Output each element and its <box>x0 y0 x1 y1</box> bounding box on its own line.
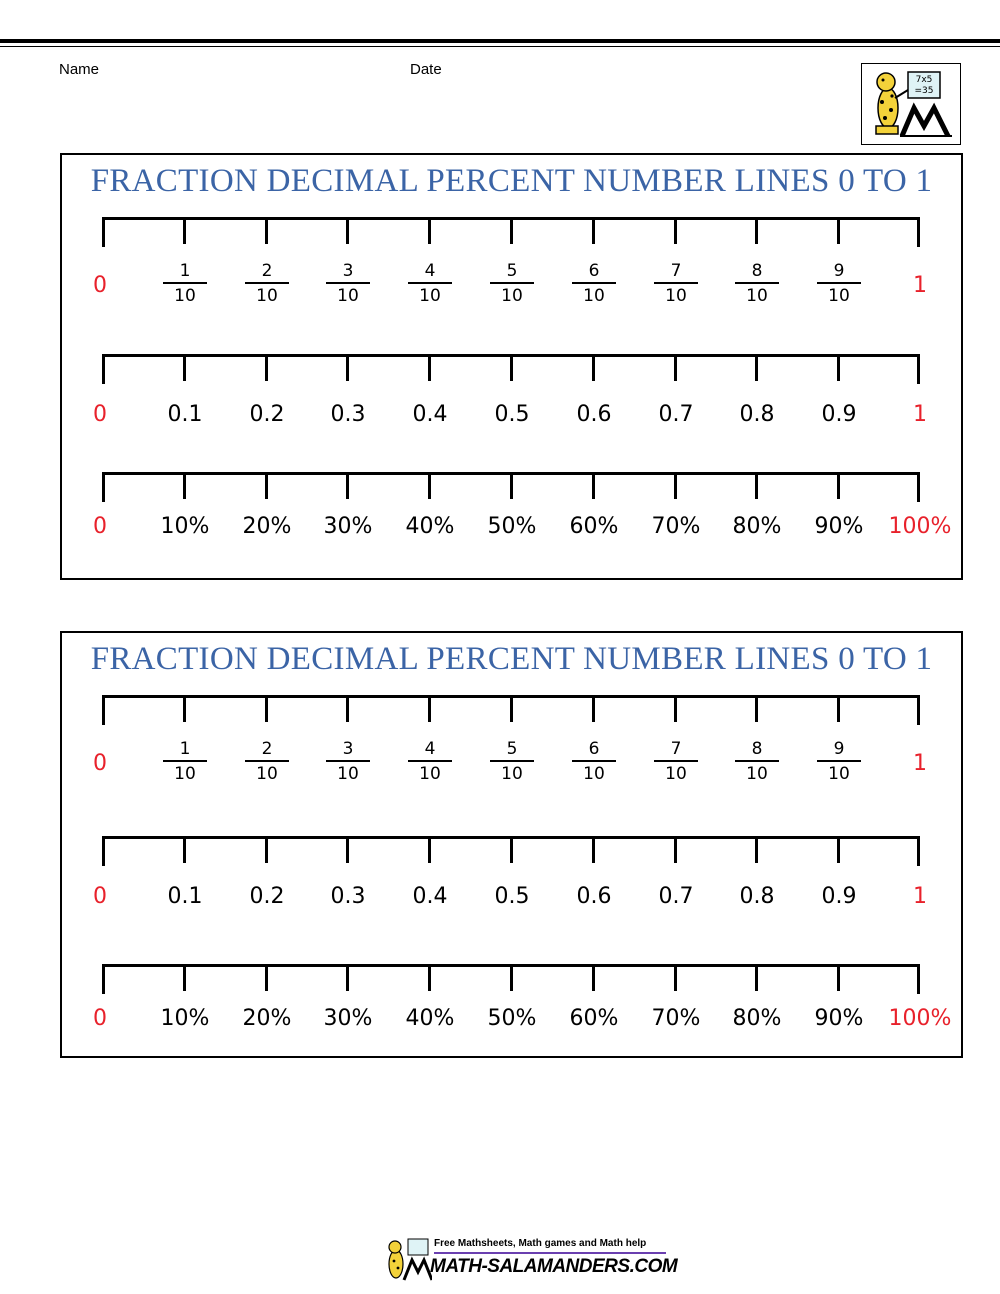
tick-mark <box>346 964 349 991</box>
tick-mark <box>917 472 920 502</box>
fraction-bar <box>572 282 616 284</box>
tick-mark <box>837 964 840 991</box>
fraction-numerator: 9 <box>833 261 845 281</box>
fraction-label <box>654 261 698 306</box>
tick-mark <box>346 217 349 244</box>
tick-mark <box>428 964 431 991</box>
fraction-denominator: 10 <box>337 764 359 784</box>
percent-label: 40% <box>405 1006 455 1031</box>
tick-mark <box>102 836 105 866</box>
footer-tagline: Free Mathsheets, Math games and Math help <box>434 1238 647 1249</box>
fraction-bar <box>163 282 207 284</box>
line-end-label: 100% <box>888 514 952 539</box>
tick-mark <box>917 964 920 994</box>
tick-mark <box>346 695 349 722</box>
fraction-bar <box>326 282 370 284</box>
tick-mark <box>592 217 595 244</box>
fraction-bar <box>654 282 698 284</box>
tick-mark <box>346 354 349 381</box>
decimal-label: 0.2 <box>249 884 285 909</box>
line-end-label: 1 <box>913 273 927 298</box>
tick-mark <box>592 472 595 499</box>
fraction-numerator: 8 <box>751 739 763 759</box>
percent-label: 80% <box>732 514 782 539</box>
fraction-bar <box>490 760 534 762</box>
fraction-denominator: 10 <box>828 764 850 784</box>
line-start-label: 0 <box>93 402 107 427</box>
fraction-bar <box>654 760 698 762</box>
tick-mark <box>510 217 513 244</box>
fraction-denominator: 10 <box>746 764 768 784</box>
fraction-number-line <box>62 217 961 327</box>
percent-label: 60% <box>569 1006 619 1031</box>
fraction-denominator: 10 <box>419 286 441 306</box>
tick-mark <box>837 695 840 722</box>
line-end-label: 100% <box>888 1006 952 1031</box>
decimal-label: 0.6 <box>576 884 612 909</box>
tick-mark <box>837 836 840 863</box>
fraction-bar <box>163 760 207 762</box>
tick-mark <box>592 695 595 722</box>
tick-mark <box>674 695 677 722</box>
fraction-denominator: 10 <box>174 764 196 784</box>
fraction-numerator: 6 <box>588 261 600 281</box>
percent-label: 90% <box>814 514 864 539</box>
fraction-label <box>654 739 698 784</box>
logo <box>861 63 961 145</box>
tick-mark <box>428 217 431 244</box>
percent-label: 30% <box>323 514 373 539</box>
tick-mark <box>755 964 758 991</box>
tick-mark <box>102 354 105 384</box>
fraction-numerator: 3 <box>342 739 354 759</box>
fraction-numerator: 1 <box>179 739 191 759</box>
tick-mark <box>674 354 677 381</box>
line-end-label: 1 <box>913 751 927 776</box>
percent-label: 60% <box>569 514 619 539</box>
fraction-denominator: 10 <box>746 286 768 306</box>
top-rule-thick <box>0 39 1000 43</box>
tick-mark <box>265 964 268 991</box>
tick-mark <box>102 695 105 725</box>
percent-number-line <box>62 964 961 1074</box>
tick-mark <box>102 964 105 994</box>
percent-label: 80% <box>732 1006 782 1031</box>
number-line-panel-1 <box>60 153 963 580</box>
fraction-label <box>572 261 616 306</box>
panel-title: FRACTION DECIMAL PERCENT NUMBER LINES 0 TO 1 <box>90 641 933 677</box>
fraction-numerator: 2 <box>261 739 273 759</box>
percent-label: 70% <box>651 514 701 539</box>
tick-mark <box>837 354 840 381</box>
tick-mark <box>183 695 186 722</box>
fraction-denominator: 10 <box>174 286 196 306</box>
fraction-label <box>245 261 289 306</box>
fraction-label <box>572 739 616 784</box>
decimal-number-line <box>62 354 961 464</box>
tick-mark <box>102 472 105 502</box>
fraction-denominator: 10 <box>583 764 605 784</box>
tick-mark <box>917 695 920 725</box>
fraction-numerator: 4 <box>424 261 436 281</box>
percent-label: 70% <box>651 1006 701 1031</box>
line-end-label: 1 <box>913 402 927 427</box>
number-line-panel-2 <box>60 631 963 1058</box>
fraction-label <box>163 739 207 784</box>
tick-mark <box>917 217 920 247</box>
name-label: Name <box>59 61 100 78</box>
footer-underline <box>434 1252 666 1254</box>
tick-mark <box>265 472 268 499</box>
fraction-label <box>245 739 289 784</box>
top-rule-thin <box>0 46 1000 47</box>
fraction-bar <box>408 760 452 762</box>
decimal-label: 0.2 <box>249 402 285 427</box>
decimal-label: 0.1 <box>167 402 203 427</box>
fraction-numerator: 5 <box>506 261 518 281</box>
line-start-label: 0 <box>93 884 107 909</box>
tick-mark <box>755 472 758 499</box>
line-start-label: 0 <box>93 514 107 539</box>
fraction-denominator: 10 <box>501 764 523 784</box>
tick-mark <box>917 836 920 866</box>
fraction-denominator: 10 <box>828 286 850 306</box>
fraction-bar <box>735 760 779 762</box>
fraction-bar <box>572 760 616 762</box>
tick-mark <box>510 472 513 499</box>
fraction-numerator: 9 <box>833 739 845 759</box>
tick-mark <box>265 695 268 722</box>
fraction-denominator: 10 <box>256 764 278 784</box>
fraction-label <box>408 739 452 784</box>
tick-mark <box>265 836 268 863</box>
fraction-bar <box>735 282 779 284</box>
tick-mark <box>428 472 431 499</box>
fraction-numerator: 3 <box>342 261 354 281</box>
tick-mark <box>510 964 513 991</box>
fraction-numerator: 7 <box>670 739 682 759</box>
footer-salamander-icon <box>382 1236 432 1282</box>
percent-label: 90% <box>814 1006 864 1031</box>
date-label: Date <box>410 61 442 78</box>
decimal-label: 0.4 <box>412 402 448 427</box>
fraction-bar <box>245 282 289 284</box>
tick-mark <box>183 217 186 244</box>
tick-mark <box>102 217 105 247</box>
fraction-denominator: 10 <box>337 286 359 306</box>
tick-mark <box>428 695 431 722</box>
decimal-label: 0.5 <box>494 884 530 909</box>
tick-mark <box>510 695 513 722</box>
fraction-label <box>817 261 861 306</box>
fraction-label <box>490 739 534 784</box>
footer-logo <box>382 1236 678 1282</box>
tick-mark <box>592 836 595 863</box>
percent-label: 40% <box>405 514 455 539</box>
decimal-label: 0.3 <box>330 884 366 909</box>
fraction-bar <box>408 282 452 284</box>
fraction-denominator: 10 <box>256 286 278 306</box>
fraction-label <box>735 739 779 784</box>
decimal-label: 0.4 <box>412 884 448 909</box>
fraction-denominator: 10 <box>501 286 523 306</box>
tick-mark <box>183 836 186 863</box>
fraction-label <box>326 261 370 306</box>
fraction-numerator: 1 <box>179 261 191 281</box>
tick-mark <box>183 964 186 991</box>
tick-mark <box>755 695 758 722</box>
fraction-label <box>817 739 861 784</box>
tick-mark <box>674 217 677 244</box>
fraction-denominator: 10 <box>583 286 605 306</box>
line-start-label: 0 <box>93 751 107 776</box>
fraction-denominator: 10 <box>665 286 687 306</box>
fraction-numerator: 7 <box>670 261 682 281</box>
fraction-numerator: 6 <box>588 739 600 759</box>
tick-mark <box>592 354 595 381</box>
tick-mark <box>674 836 677 863</box>
fraction-bar <box>817 760 861 762</box>
tick-mark <box>428 354 431 381</box>
tick-mark <box>183 354 186 381</box>
tick-mark <box>428 836 431 863</box>
fraction-label <box>408 261 452 306</box>
line-start-label: 0 <box>93 273 107 298</box>
percent-label: 10% <box>160 514 210 539</box>
tick-mark <box>265 217 268 244</box>
tick-mark <box>592 964 595 991</box>
tick-mark <box>917 354 920 384</box>
tick-mark <box>755 217 758 244</box>
decimal-label: 0.7 <box>658 402 694 427</box>
panel-title: FRACTION DECIMAL PERCENT NUMBER LINES 0 TO 1 <box>90 163 933 199</box>
decimal-label: 0.1 <box>167 884 203 909</box>
line-end-label: 1 <box>913 884 927 909</box>
fraction-bar <box>326 760 370 762</box>
tick-mark <box>674 964 677 991</box>
fraction-denominator: 10 <box>665 764 687 784</box>
fraction-numerator: 4 <box>424 739 436 759</box>
fraction-label <box>163 261 207 306</box>
tick-mark <box>265 354 268 381</box>
logo-badge-line1: 7x5 <box>915 75 933 85</box>
percent-number-line <box>62 472 961 582</box>
fraction-numerator: 2 <box>261 261 273 281</box>
tick-mark <box>183 472 186 499</box>
fraction-bar <box>490 282 534 284</box>
decimal-label: 0.8 <box>739 884 775 909</box>
fraction-bar <box>245 760 289 762</box>
fraction-denominator: 10 <box>419 764 441 784</box>
salamander-math-logo-icon <box>862 64 960 144</box>
tick-mark <box>755 836 758 863</box>
decimal-number-line <box>62 836 961 946</box>
line-start-label: 0 <box>93 1006 107 1031</box>
tick-mark <box>346 836 349 863</box>
fraction-label <box>735 261 779 306</box>
percent-label: 30% <box>323 1006 373 1031</box>
tick-mark <box>837 472 840 499</box>
tick-mark <box>674 472 677 499</box>
decimal-label: 0.8 <box>739 402 775 427</box>
decimal-label: 0.9 <box>821 402 857 427</box>
logo-badge-line2: =35 <box>914 86 934 96</box>
fraction-numerator: 8 <box>751 261 763 281</box>
fraction-label <box>490 261 534 306</box>
percent-label: 50% <box>487 1006 537 1031</box>
decimal-label: 0.5 <box>494 402 530 427</box>
tick-mark <box>510 836 513 863</box>
decimal-label: 0.9 <box>821 884 857 909</box>
decimal-label: 0.7 <box>658 884 694 909</box>
percent-label: 10% <box>160 1006 210 1031</box>
fraction-numerator: 5 <box>506 739 518 759</box>
tick-mark <box>346 472 349 499</box>
tick-mark <box>510 354 513 381</box>
decimal-label: 0.3 <box>330 402 366 427</box>
decimal-label: 0.6 <box>576 402 612 427</box>
percent-label: 50% <box>487 514 537 539</box>
footer-site-name: MATH-SALAMANDERS.COM <box>430 1256 678 1277</box>
percent-label: 20% <box>242 514 292 539</box>
tick-mark <box>837 217 840 244</box>
fraction-label <box>326 739 370 784</box>
fraction-number-line <box>62 695 961 805</box>
fraction-bar <box>817 282 861 284</box>
percent-label: 20% <box>242 1006 292 1031</box>
tick-mark <box>755 354 758 381</box>
